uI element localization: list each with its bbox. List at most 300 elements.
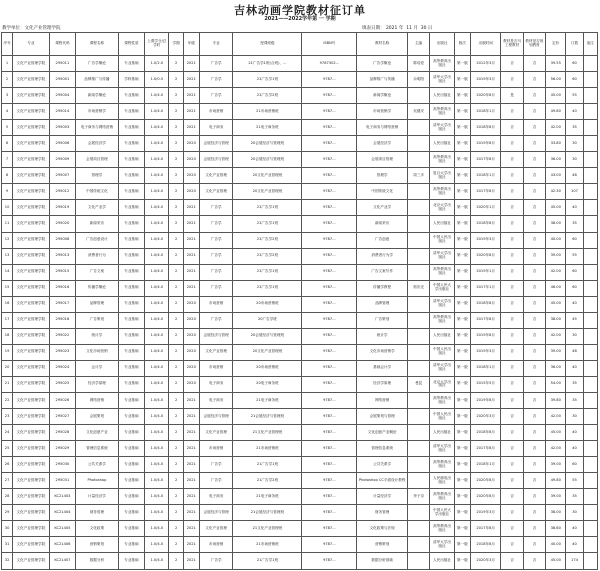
table-cell: 市场营销	[199, 537, 233, 553]
table-cell: 60	[566, 457, 583, 473]
table-cell: 295006	[49, 136, 75, 152]
table-cell: 27	[2, 473, 13, 489]
table-cell: 2020	[183, 376, 199, 392]
column-header: 定价	[546, 33, 566, 56]
table-cell: 21文化产业管理班	[233, 521, 302, 537]
table-cell: 高等教育出版社	[430, 457, 454, 473]
table-cell: 文化产业管理学院	[13, 489, 50, 505]
table-cell: 会展经济学	[357, 136, 408, 152]
table-cell: 24	[2, 425, 13, 441]
table-cell: 42.00	[546, 264, 566, 280]
table-cell: 30	[566, 136, 583, 152]
table-cell: 295013	[49, 248, 75, 264]
table-row	[2, 152, 598, 168]
table-cell: 否	[501, 200, 523, 216]
table-cell: 2	[169, 425, 183, 441]
table-cell: 专业基础	[118, 280, 144, 296]
table-cell: 40	[566, 296, 583, 312]
table-cell: 2	[169, 120, 183, 136]
table-cell: 60	[566, 280, 583, 296]
table-cell: 2017年1月	[470, 280, 500, 296]
table-cell: 2	[169, 104, 183, 120]
table-cell: 财务管理	[76, 505, 119, 521]
table-cell: 25	[2, 441, 13, 457]
table-cell: 9787...	[302, 216, 357, 232]
table-cell: 40	[566, 537, 583, 553]
table-cell: 文化产业管理学院	[13, 216, 50, 232]
table-cell: 20市场营销班	[233, 360, 302, 376]
table-cell: 295018	[49, 312, 75, 328]
table-cell: 1.0/4.0	[145, 360, 169, 376]
table-row	[2, 168, 598, 184]
table-cell: 中国人民大学出版社	[430, 505, 454, 521]
table-cell: 1.0/4.0	[145, 200, 169, 216]
table-cell: 第一版	[454, 264, 470, 280]
table-cell: 文化产业管理	[199, 184, 233, 200]
table-cell: 21广告学1班	[233, 216, 302, 232]
table-cell: 2020年3月	[470, 553, 500, 569]
table-cell: 新闻采访	[357, 216, 408, 232]
table-cell: 否	[501, 296, 523, 312]
table-row	[2, 136, 598, 152]
table-cell: 否	[501, 505, 523, 521]
table-cell: 专业基础	[118, 312, 144, 328]
table-cell: 否	[501, 152, 523, 168]
table-cell: 第一版	[454, 505, 470, 521]
table-cell: 49.80	[546, 473, 566, 489]
table-cell: 李子奈	[408, 489, 430, 505]
table-cell: 40	[566, 104, 583, 120]
table-row	[2, 409, 598, 425]
table-cell	[583, 72, 597, 88]
table-cell: 40	[566, 360, 583, 376]
table-cell: 2020年8月	[470, 489, 500, 505]
table-cell: 文化产业管理学院	[13, 505, 50, 521]
table-cell: 否	[523, 521, 545, 537]
table-cell: KC21406	[49, 537, 75, 553]
table-cell: 电子商务	[199, 392, 233, 408]
table-cell: 2018年1月	[470, 104, 500, 120]
table-cell: 新闻学概论	[76, 88, 119, 104]
table-cell: 2020	[183, 136, 199, 152]
table-cell: 2021	[183, 409, 199, 425]
table-cell: 295029	[49, 441, 75, 457]
table-cell: 数据分析	[76, 553, 119, 569]
table-cell: 文化市场营销	[76, 344, 119, 360]
table-cell: 2020	[183, 312, 199, 328]
table-cell	[583, 344, 597, 360]
table-cell: 消费者行为学	[357, 248, 408, 264]
table-cell: 曼昆	[408, 376, 430, 392]
column-header: 年级	[183, 33, 199, 56]
table-cell: 9787...	[302, 184, 357, 200]
table-cell: 否	[523, 457, 545, 473]
table-cell: 2021	[183, 72, 199, 88]
table-cell: 42.00	[546, 441, 566, 457]
page-title: 吉林动画学院教材征订单	[234, 4, 366, 17]
table-cell	[408, 200, 430, 216]
table-cell: 会展经济与管理	[199, 152, 233, 168]
table-cell: 中国人民大学出版社	[430, 280, 454, 296]
table-cell: 专业基础	[118, 120, 144, 136]
table-cell: 专业基础	[118, 457, 144, 473]
table-cell: 文化产业管理学院	[13, 72, 50, 88]
table-cell: 第一版	[454, 168, 470, 184]
table-cell: 复旦大学出版社	[430, 168, 454, 184]
table-cell	[583, 312, 597, 328]
table-cell	[408, 409, 430, 425]
table-cell: 人民出版社	[430, 88, 454, 104]
table-cell: 清华大学出版社	[430, 537, 454, 553]
table-cell: 42.00	[546, 409, 566, 425]
table-cell: 60	[566, 264, 583, 280]
table-cell: 1.0/4.0	[145, 473, 169, 489]
table-cell: 电子商务与网络营销	[357, 120, 408, 136]
table-row	[2, 328, 598, 344]
table-cell: 市场营销学	[357, 104, 408, 120]
table-cell: 40	[566, 200, 583, 216]
table-cell: 广告创意	[357, 232, 408, 248]
table-cell: 295024	[49, 360, 75, 376]
table-cell: 1.0/4.0	[145, 392, 169, 408]
table-cell: 否	[523, 232, 545, 248]
table-cell: 网络营销	[357, 392, 408, 408]
table-cell: 文化政策	[76, 521, 119, 537]
table-row	[2, 473, 598, 489]
date-month-unit: 月	[413, 26, 418, 31]
table-cell: 第一版	[454, 248, 470, 264]
table-cell: 人民邮电出版社	[430, 473, 454, 489]
column-header: 教材是否规划教材	[523, 33, 545, 56]
table-cell: 2020年1月	[470, 200, 500, 216]
table-cell: 2021	[183, 264, 199, 280]
table-cell: 2021	[183, 104, 199, 120]
table-cell: 否	[501, 104, 523, 120]
table-cell: 否	[501, 328, 523, 344]
table-row	[2, 280, 598, 296]
table-cell	[583, 184, 597, 200]
table-cell: 专业基础	[118, 216, 144, 232]
table-cell: 1.0/4.0	[145, 120, 169, 136]
table-cell: 新闻采访	[76, 216, 119, 232]
table-cell: 9	[2, 184, 13, 200]
table-cell: 295031	[49, 473, 75, 489]
table-cell: 否	[523, 168, 545, 184]
table-cell	[583, 248, 597, 264]
table-cell: 专业基础	[118, 376, 144, 392]
table-cell: 吴健安	[408, 104, 430, 120]
table-cell	[408, 473, 430, 489]
table-cell: 2	[169, 489, 183, 505]
table-cell: 广告学	[199, 457, 233, 473]
table-cell: 专业基础	[118, 152, 144, 168]
table-cell	[408, 360, 430, 376]
table-cell: 30	[566, 505, 583, 521]
table-cell: 专业基础	[118, 521, 144, 537]
table-cell: 文化产业管理学院	[13, 232, 50, 248]
table-cell: 2020	[183, 184, 199, 200]
table-cell	[408, 232, 430, 248]
table-cell: 107	[566, 184, 583, 200]
table-cell: 否	[523, 184, 545, 200]
table-row	[2, 56, 598, 72]
table-cell: 21广告学1班	[233, 280, 302, 296]
table-cell: 2021	[183, 392, 199, 408]
table-cell	[408, 264, 430, 280]
table-cell: 45.00	[546, 425, 566, 441]
table-cell: 否	[501, 264, 523, 280]
table-cell: 30	[566, 409, 583, 425]
table-row	[2, 232, 598, 248]
table-cell: 否	[523, 72, 545, 88]
table-cell: 38.60	[546, 521, 566, 537]
table-cell	[408, 392, 430, 408]
table-row	[2, 489, 598, 505]
table-cell: 广告策划	[76, 312, 119, 328]
table-cell	[408, 216, 430, 232]
table-cell: 2021	[183, 216, 199, 232]
table-cell: 38.00	[546, 216, 566, 232]
table-cell: 38.00	[546, 505, 566, 521]
table-cell: 9787...	[302, 312, 357, 328]
table-cell: 第一版	[454, 152, 470, 168]
table-cell: 2019年3月	[470, 505, 500, 521]
table-cell: 文化产业管理学院	[13, 264, 50, 280]
table-cell: 文化产业管理学院	[13, 376, 50, 392]
table-cell: 295028	[49, 425, 75, 441]
table-cell: 2021	[183, 441, 199, 457]
table-cell: 否	[501, 168, 523, 184]
table-cell	[583, 537, 597, 553]
table-cell: 第一版	[454, 280, 470, 296]
table-cell	[583, 152, 597, 168]
table-cell: 9787...	[302, 280, 357, 296]
table-cell: 20广告学班	[233, 312, 302, 328]
table-cell: 2020年8月	[470, 88, 500, 104]
table-cell: 9787...	[302, 72, 357, 88]
table-cell: 否	[501, 441, 523, 457]
table-cell: 9787302...	[302, 56, 357, 72]
table-cell: 21电子商务班	[233, 489, 302, 505]
table-cell	[583, 360, 597, 376]
table-cell: 21市场营销班	[233, 441, 302, 457]
table-cell: 郭庆光	[408, 280, 430, 296]
table-cell: 否	[523, 264, 545, 280]
table-cell: 22	[2, 392, 13, 408]
table-cell: 否	[501, 344, 523, 360]
table-cell: 9787...	[302, 200, 357, 216]
table-row	[2, 457, 598, 473]
table-cell: 市场营销	[199, 360, 233, 376]
table-cell: 北京大学出版社	[430, 200, 454, 216]
column-header: 学期	[169, 33, 183, 56]
table-cell: 9787...	[302, 232, 357, 248]
table-cell: 39.00	[546, 248, 566, 264]
table-cell: 20会展经济与管理班	[233, 328, 302, 344]
table-cell: 20文化产业管理班	[233, 344, 302, 360]
table-cell: 2021	[183, 200, 199, 216]
table-cell: 否	[501, 136, 523, 152]
table-cell: 会展项目管理	[76, 152, 119, 168]
table-cell: 专业基础	[118, 392, 144, 408]
table-cell: 公共关系学	[76, 457, 119, 473]
table-cell: 14	[2, 264, 13, 280]
table-cell: 文化产业管理	[199, 168, 233, 184]
table-cell: 经济学原理	[357, 376, 408, 392]
table-cell: 第一版	[454, 72, 470, 88]
table-cell: 9787...	[302, 264, 357, 280]
table-cell: 9787...	[302, 489, 357, 505]
table-cell: 否	[523, 537, 545, 553]
table-cell: 2	[169, 376, 183, 392]
table-cell	[583, 168, 597, 184]
table-cell: 1.0/4.0	[145, 344, 169, 360]
table-cell: 60	[566, 72, 583, 88]
table-cell: 2018年1月	[470, 457, 500, 473]
table-cell: 1.0/4.0	[145, 425, 169, 441]
table-cell: 2	[169, 232, 183, 248]
table-cell: 营销策划	[357, 537, 408, 553]
table-row	[2, 312, 598, 328]
fill-date	[362, 25, 432, 31]
table-cell: 否	[523, 328, 545, 344]
table-cell: 清华大学出版社	[430, 248, 454, 264]
table-cell: 第一版	[454, 56, 470, 72]
table-cell: 专业基础	[118, 409, 144, 425]
table-cell: 中国人民出版社	[430, 409, 454, 425]
table-cell: 专业基础	[118, 104, 144, 120]
table-row	[2, 392, 598, 408]
table-cell: 45.00	[546, 88, 566, 104]
table-cell: 文化产业管理学院	[13, 136, 50, 152]
table-cell: 清华大学出版社	[430, 360, 454, 376]
table-cell	[583, 425, 597, 441]
table-cell: 21广告学1班	[233, 72, 302, 88]
table-cell: 否	[523, 553, 545, 569]
table-cell: 否	[501, 473, 523, 489]
table-cell: 20会展经济与管理班	[233, 136, 302, 152]
column-header: 订数	[566, 33, 583, 56]
table-cell: 40	[566, 441, 583, 457]
table-cell: 21广告学2班	[233, 232, 302, 248]
table-cell: 1.0/2.0	[145, 56, 169, 72]
table-row	[2, 505, 598, 521]
table-cell: 陈培爱	[408, 56, 430, 72]
table-cell: 9787...	[302, 296, 357, 312]
table-cell: 21广告学1班	[233, 200, 302, 216]
table-cell: 2021	[183, 88, 199, 104]
table-cell: 2021	[183, 248, 199, 264]
table-cell: 9787...	[302, 344, 357, 360]
table-cell: 2	[169, 88, 183, 104]
table-cell	[583, 457, 597, 473]
table-cell	[408, 120, 430, 136]
table-cell: 9787...	[302, 120, 357, 136]
table-cell: 传播学概论	[76, 280, 119, 296]
table-cell: 会展策划与管理	[357, 409, 408, 425]
table-cell: 第一版	[454, 216, 470, 232]
table-cell: 55	[566, 473, 583, 489]
table-cell: 2021	[183, 489, 199, 505]
table-cell: 文化产业管理学院	[13, 521, 50, 537]
table-cell: 新闻学概论	[357, 88, 408, 104]
table-cell: 第一版	[454, 120, 470, 136]
table-cell	[583, 280, 597, 296]
table-cell: 文化产业管理学院	[13, 152, 50, 168]
table-cell: 2020	[183, 168, 199, 184]
table-cell: 文化产业管理学院	[13, 328, 50, 344]
table-cell: 295008	[49, 232, 75, 248]
table-cell: 品牌管理	[76, 296, 119, 312]
table-row	[2, 521, 598, 537]
table-cell: 清华大学出版社	[430, 441, 454, 457]
table-cell: 管理信息系统	[76, 441, 119, 457]
table-cell: 统计学	[76, 328, 119, 344]
table-cell: 20市场营销班	[233, 296, 302, 312]
table-cell: 42.30	[546, 184, 566, 200]
table-cell: 否	[523, 312, 545, 328]
table-cell: 否	[523, 152, 545, 168]
table-row	[2, 72, 598, 88]
table-cell: 9787...	[302, 248, 357, 264]
table-cell: 2018年8月	[470, 296, 500, 312]
table-cell: 2	[169, 473, 183, 489]
table-cell: 清华大学出版社	[430, 296, 454, 312]
table-cell	[583, 521, 597, 537]
table-cell: 1.0/4.0	[145, 409, 169, 425]
table-cell: 否	[523, 120, 545, 136]
date-day-unit: 日	[427, 26, 433, 31]
table-cell	[408, 136, 430, 152]
table-row	[2, 360, 598, 376]
table-cell: 管理学	[357, 168, 408, 184]
table-cell	[583, 88, 597, 104]
table-cell: 第一版	[454, 184, 470, 200]
table-cell: 2019年8月	[470, 392, 500, 408]
table-cell: 1.0/4.0	[145, 232, 169, 248]
table-cell: 48	[566, 344, 583, 360]
table-cell: 295012	[49, 184, 75, 200]
table-cell: 否	[501, 553, 523, 569]
table-cell: 专业基础	[118, 232, 144, 248]
table-cell	[583, 553, 597, 569]
table-cell	[583, 473, 597, 489]
table-cell: 2	[169, 392, 183, 408]
table-cell: 否	[523, 104, 545, 120]
table-cell: 专业基础	[118, 537, 144, 553]
table-cell: 33.80	[546, 136, 566, 152]
table-cell: 否	[501, 280, 523, 296]
table-cell: 9787...	[302, 473, 357, 489]
table-cell: 295016	[49, 280, 75, 296]
table-cell	[583, 104, 597, 120]
table-cell: 38.00	[546, 312, 566, 328]
table-cell: 2	[169, 168, 183, 184]
table-cell: 文化产业学	[76, 200, 119, 216]
table-cell: 2021	[183, 473, 199, 489]
table-cell: 第一版	[454, 409, 470, 425]
table-cell: 2020	[183, 328, 199, 344]
table-cell: 15	[2, 280, 13, 296]
table-cell: 21	[2, 376, 13, 392]
table-cell: 第一版	[454, 392, 470, 408]
table-cell: 40.00	[546, 537, 566, 553]
table-cell: 否	[523, 409, 545, 425]
table-cell: Photoshop CC平面设计教程	[357, 473, 408, 489]
table-cell: 否	[523, 216, 545, 232]
table-row	[2, 120, 598, 136]
table-cell: 55	[566, 88, 583, 104]
